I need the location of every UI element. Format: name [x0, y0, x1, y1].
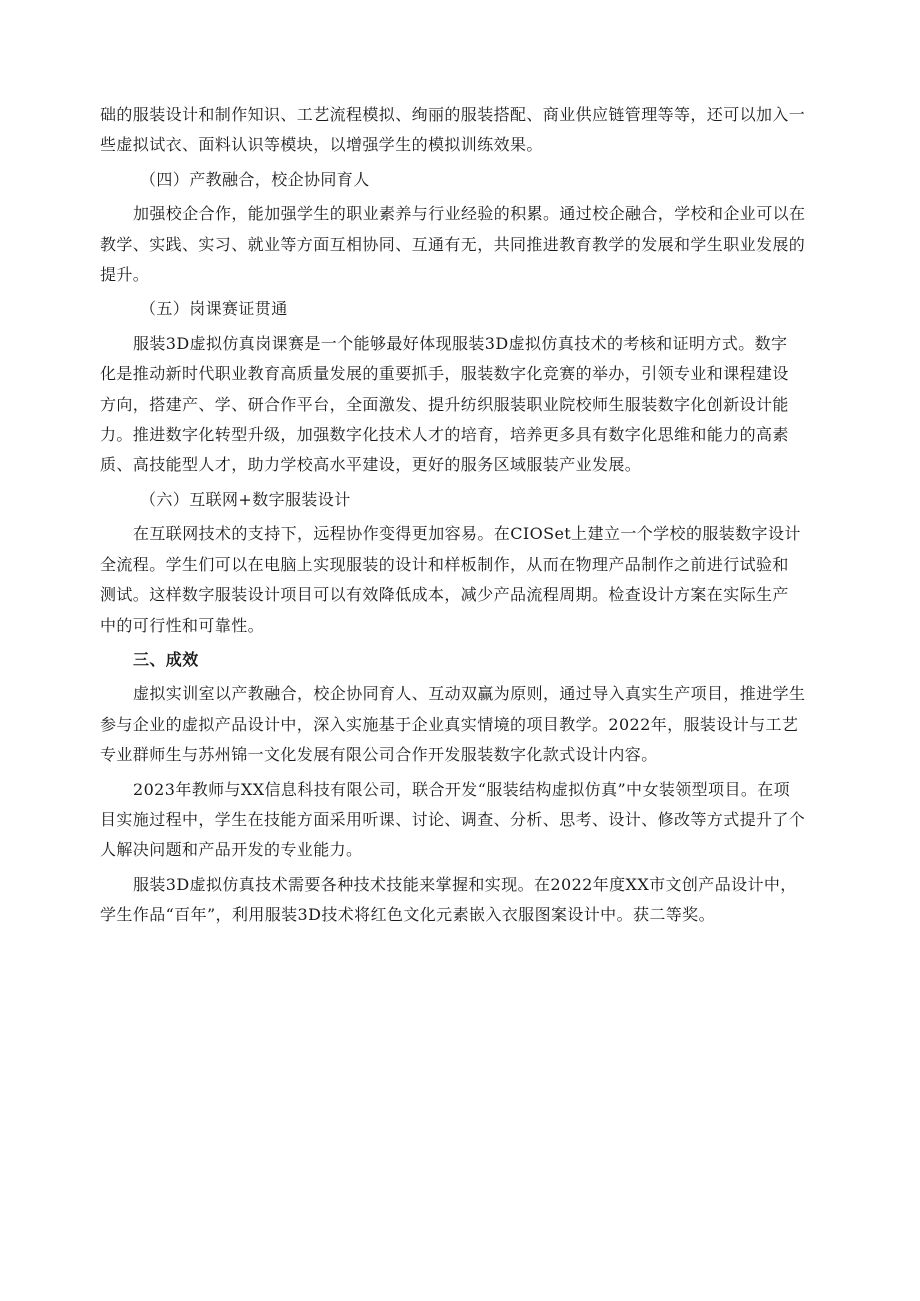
text-line: 测试。这样数字服装设计项目可以有效降低成本，减少产品流程周期。检查设计方案在实际生产 — [100, 585, 789, 605]
text-line: 力。推进数字化转型升级，加强数字化技术人才的培育，培养更多具有数字化思维和能力的高素 — [100, 425, 789, 445]
text-line: 服装3D虚拟仿真岗课赛是一个能够最好体现服装3D虚拟仿真技术的考核和证明方式。数字 — [133, 333, 788, 353]
paragraph-remote-collaboration — [100, 519, 835, 641]
paragraph-3d-simulation-competition — [100, 329, 835, 481]
text-line: 加强校企合作，能加强学生的职业素养与行业经验的积累。通过校企融合，学校和企业可以在 — [133, 204, 806, 224]
subheading-internet-digital-design: （六）互联网+数字服装设计 — [140, 489, 351, 509]
text-line: 参与企业的虚拟产品设计中，深入实施基于企业真实情境的项目教学。2022年，服装设计与工艺 — [100, 714, 799, 734]
paragraph-2023-collaboration — [100, 775, 835, 866]
text-line: 方向，搭建产、学、研合作平台，全面激发、提升纺织服装职业院校师生服装数字化创新设计能 — [100, 394, 789, 414]
paragraph-school-enterprise — [100, 199, 835, 290]
text-line: 全流程。学生们可以在电脑上实现服装的设计和样板制作，从而在物理产品制作之前进行试验和 — [100, 554, 789, 574]
text-line: 人解决问题和产品开发的专业能力。 — [100, 840, 363, 860]
text-line: 在互联网技术的支持下，远程协作变得更加容易。在CIOSet上建立一个学校的服装数字设计 — [133, 524, 801, 544]
text-line: 化是推动新时代职业教育高质量发展的重要抓手，服装数字化竞赛的举办，引领专业和课程建设 — [100, 364, 789, 384]
text-line: 教学、实践、实习、就业等方面互相协同、互通有无，共同推进教育教学的发展和学生职业发展的 — [100, 234, 806, 254]
subheading-industry-education: （四）产教融合，校企协同育人 — [140, 169, 370, 189]
text-line: 2023年教师与XX信息科技有限公司，联合开发“服装结构虚拟仿真”中女装领型项目。在项 — [133, 779, 791, 799]
text-line: 虚拟实训室以产教融合，校企协同育人、互动双赢为原则，通过导入真实生产项目，推进学生 — [133, 684, 806, 704]
subheading-post-course-competition: （五）岗课赛证贯通 — [140, 299, 288, 319]
text-line: 中的可行性和可靠性。 — [100, 615, 265, 635]
document-page — [100, 100, 835, 935]
text-line: 专业群师生与苏州锦一文化发展有限公司合作开发服装数字化款式设计内容。 — [100, 745, 658, 765]
paragraph-award — [100, 870, 835, 931]
text-line: 目实施过程中，学生在技能方面采用听课、讨论、调查、分析、思考、设计、修改等方式提升了个 — [100, 809, 806, 829]
text-line: 些虚拟试衣、面料认识等模块，以增强学生的模拟训练效果。 — [100, 135, 543, 155]
paragraph-virtual-training-room — [100, 679, 835, 770]
paragraph-curriculum-modules — [100, 100, 835, 161]
text-line: 提升。 — [100, 265, 150, 285]
text-line: 础的服装设计和制作知识、工艺流程模拟、绚丽的服装搭配、商业供应链管理等等，还可以加入一 — [100, 105, 806, 124]
text-line: 学生作品“百年”，利用服装3D技术将红色文化元素嵌入衣服图案设计中。获二等奖。 — [100, 905, 715, 925]
text-line: 服装3D虚拟仿真技术需要各种技术技能来掌握和实现。在2022年度XX市文创产品设计中， — [133, 874, 797, 894]
section-heading-results: 三、成效 — [133, 649, 199, 669]
text-line: 质、高技能型人才，助力学校高水平建设，更好的服务区域服装产业发展。 — [100, 455, 642, 475]
